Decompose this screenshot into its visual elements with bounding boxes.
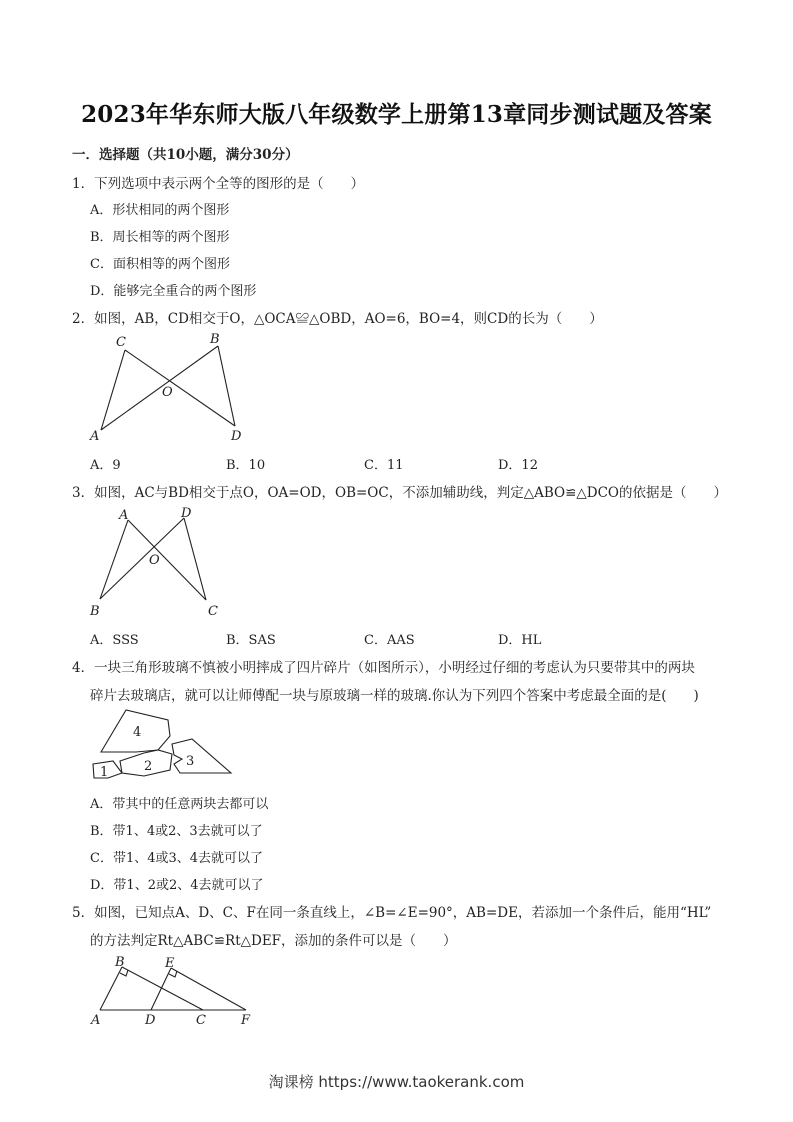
label-o: O — [149, 553, 160, 568]
label-a: A — [91, 1013, 101, 1028]
question-4-option-b: B．带1、4或2、3去就可以了 — [90, 824, 263, 839]
segment-ef — [171, 968, 246, 1010]
question-2-figure — [88, 330, 258, 445]
label-b: B — [115, 955, 125, 970]
label-b: B — [210, 332, 220, 347]
question-3-figure — [88, 504, 228, 619]
label-d: D — [231, 429, 242, 444]
segment-ca — [101, 350, 125, 430]
question-1-option-b: B．周长相等的两个图形 — [90, 230, 230, 245]
question-2-stem: 2．如图，AB，CD相交于O，△OCA≌△OBD，AO=6，BO=4，则CD的长为（ ） — [72, 311, 603, 327]
segment-dc — [184, 518, 206, 600]
question-4-stem-line-2: 碎片去玻璃店，就可以让师傅配一块与原玻璃一样的玻璃.你认为下列四个答案中考虑最全面的是( ) — [90, 688, 699, 704]
segment-bd — [218, 346, 235, 426]
footer-watermark: 淘课榜 https://www.taokerank.com — [268, 1073, 525, 1091]
label-a: A — [90, 429, 100, 444]
label-e: E — [165, 956, 175, 971]
segment-ab — [101, 346, 218, 430]
question-2-option-a: A．9 — [90, 458, 121, 473]
label-d: D — [181, 506, 192, 521]
segment-bd — [100, 518, 184, 599]
segment-cd — [125, 350, 235, 426]
label-piece-1: 1 — [100, 765, 109, 780]
question-3-stem: 3．如图，AC与BD相交于点O，OA=OD，OB=OC，不添加辅助线，判定△ABO≌△DCO的依据是（ ） — [72, 485, 727, 501]
question-3-option-a: A．SSS — [90, 633, 139, 648]
right-angle-mark-b — [120, 970, 128, 976]
question-4-figure — [88, 706, 238, 782]
question-2-option-d: D．12 — [498, 458, 538, 473]
label-f: F — [241, 1013, 251, 1028]
section-heading: 一．选择题（共10小题，满分30分） — [72, 147, 299, 163]
label-c: C — [116, 335, 126, 350]
question-2-option-b: B．10 — [226, 458, 266, 473]
question-4-stem-line-1: 4．一块三角形玻璃不慎被小明摔成了四片碎片（如图所示），小明经过仔细的考虑认为只要带其中的两块 — [72, 660, 695, 676]
right-angle-mark-e — [169, 971, 177, 977]
label-c: C — [208, 604, 218, 619]
question-3-option-c: C．AAS — [364, 633, 415, 648]
question-1-option-c: C．面积相等的两个图形 — [90, 257, 230, 272]
segment-bc — [122, 967, 203, 1010]
question-3-option-d: D．HL — [498, 633, 542, 648]
label-d: D — [145, 1013, 156, 1028]
question-1-option-d: D．能够完全重合的两个图形 — [90, 284, 257, 299]
question-5-stem-line-1: 5．如图，已知点A、D、C、F在同一条直线上，∠B=∠E=90°，AB=DE，若添加一个条件后，能用“HL” — [72, 905, 712, 921]
label-a: A — [119, 508, 129, 523]
label-o: O — [162, 385, 173, 400]
label-piece-2: 2 — [144, 759, 153, 774]
glass-piece-3 — [172, 739, 231, 773]
question-5-stem-line-2: 的方法判定Rt△ABC≌Rt△DEF，添加的条件可以是（ ） — [90, 933, 457, 949]
question-4-option-c: C．带1、4或3、4去就可以了 — [90, 851, 264, 866]
label-piece-3: 3 — [186, 754, 195, 769]
page-title: 2023年华东师大版八年级数学上册第13章同步测试题及答案 — [81, 101, 712, 128]
question-1-stem: 1．下列选项中表示两个全等的图形的是（ ） — [72, 176, 365, 192]
question-4-option-d: D．带1、2或2、4去就可以了 — [90, 878, 264, 893]
question-5-figure — [88, 952, 260, 1032]
label-c: C — [196, 1013, 206, 1028]
label-piece-4: 4 — [133, 725, 142, 740]
question-3-option-b: B．SAS — [226, 633, 276, 648]
question-1-option-a: A．形状相同的两个图形 — [90, 203, 230, 218]
segment-ab — [100, 967, 122, 1010]
question-4-option-a: A．带其中的任意两块去都可以 — [90, 797, 269, 812]
label-b: B — [90, 604, 100, 619]
segment-ab — [100, 520, 128, 599]
segment-de — [151, 968, 171, 1010]
question-2-option-c: C．11 — [364, 458, 404, 473]
